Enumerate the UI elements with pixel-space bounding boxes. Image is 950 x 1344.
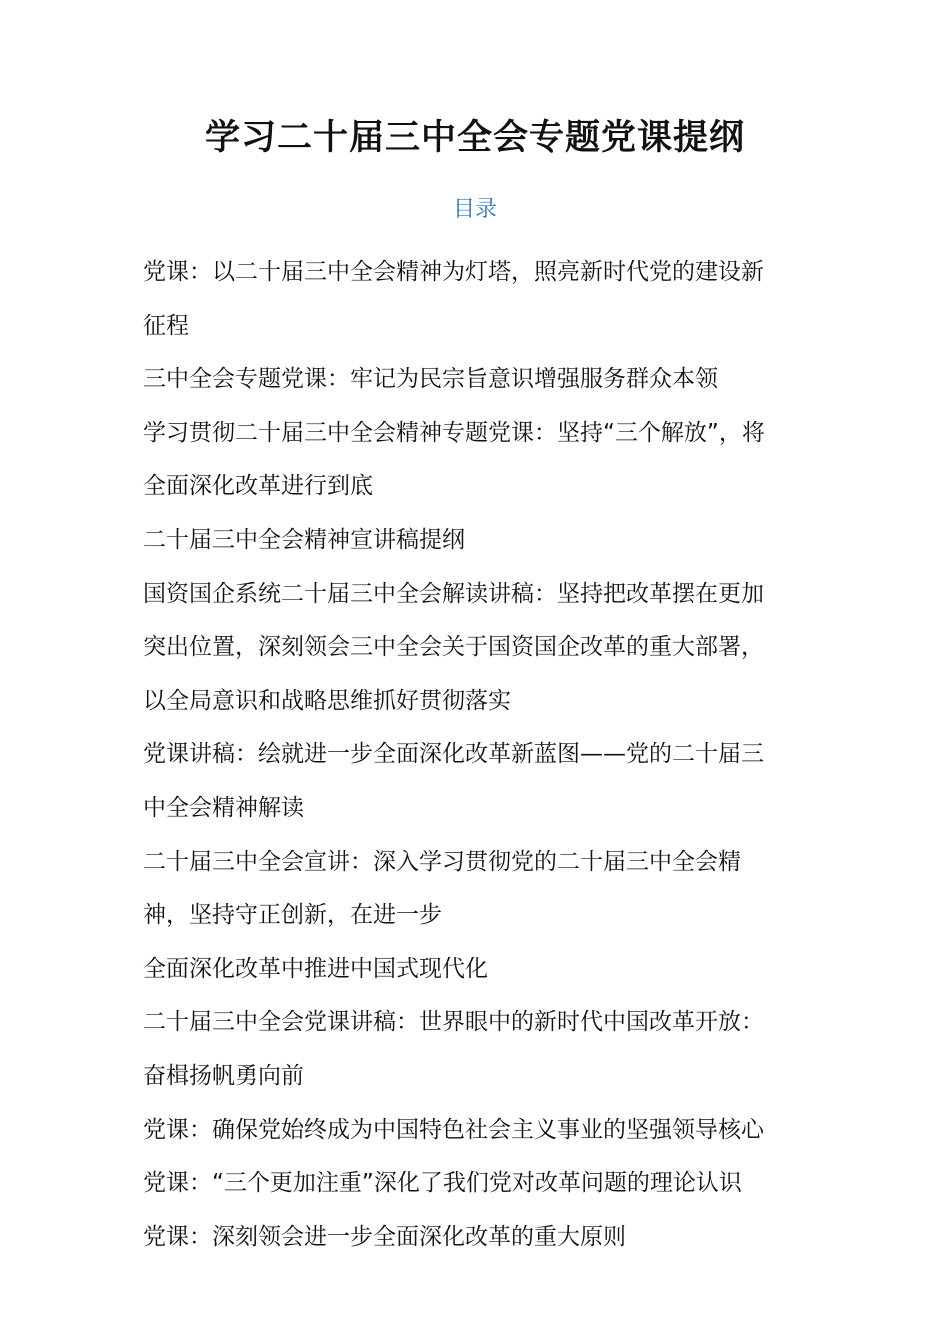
toc-line[interactable]: 全面深化改革中推进中国式现代化 <box>143 955 488 982</box>
toc-line[interactable]: 党课：确保党始终成为中国特色社会主义事业的坚强领导核心 <box>143 1116 764 1143</box>
document-title: 学习二十届三中全会专题党课提纲 <box>204 118 745 158</box>
toc-line[interactable]: 二十届三中全会宣讲：深入学习贯彻党的二十届三中全会精 <box>143 848 741 875</box>
toc-line[interactable]: 二十届三中全会党课讲稿：世界眼中的新时代中国改革开放： <box>143 1009 764 1036</box>
toc-line[interactable]: 中全会精神解读 <box>143 794 304 821</box>
toc-line[interactable]: 学习贯彻二十届三中全会精神专题党课：坚持“三个解放”，将 <box>143 419 765 446</box>
toc-line[interactable]: 党课：“三个更加注重”深化了我们党对改革问题的理论认识 <box>143 1170 742 1197</box>
toc-line[interactable]: 二十届三中全会精神宣讲稿提纲 <box>143 526 465 553</box>
toc-line[interactable]: 以全局意识和战略思维抓好贯彻落实 <box>143 687 511 714</box>
toc-line[interactable]: 三中全会专题党课：牢记为民宗旨意识增强服务群众本领 <box>143 366 718 393</box>
toc-line[interactable]: 征程 <box>143 312 189 339</box>
toc-line[interactable]: 奋楫扬帆勇向前 <box>143 1062 304 1089</box>
toc-list <box>143 254 813 1272</box>
toc-line[interactable]: 党课讲稿：绘就进一步全面深化改革新蓝图——党的二十届三 <box>143 741 764 768</box>
toc-line[interactable]: 党课：深刻领会进一步全面深化改革的重大原则 <box>143 1223 626 1250</box>
toc-line[interactable]: 神，坚持守正创新，在进一步 <box>143 902 442 929</box>
toc-heading: 目录 <box>452 197 497 222</box>
toc-line[interactable]: 国资国企系统二十届三中全会解读讲稿：坚持把改革摆在更加 <box>143 580 764 607</box>
toc-line[interactable]: 党课：以二十届三中全会精神为灯塔，照亮新时代党的建设新 <box>143 259 764 285</box>
toc-line[interactable]: 全面深化改革进行到底 <box>143 473 373 500</box>
toc-line[interactable]: 突出位置，深刻领会三中全会关于国资国企改革的重大部署， <box>143 634 764 661</box>
